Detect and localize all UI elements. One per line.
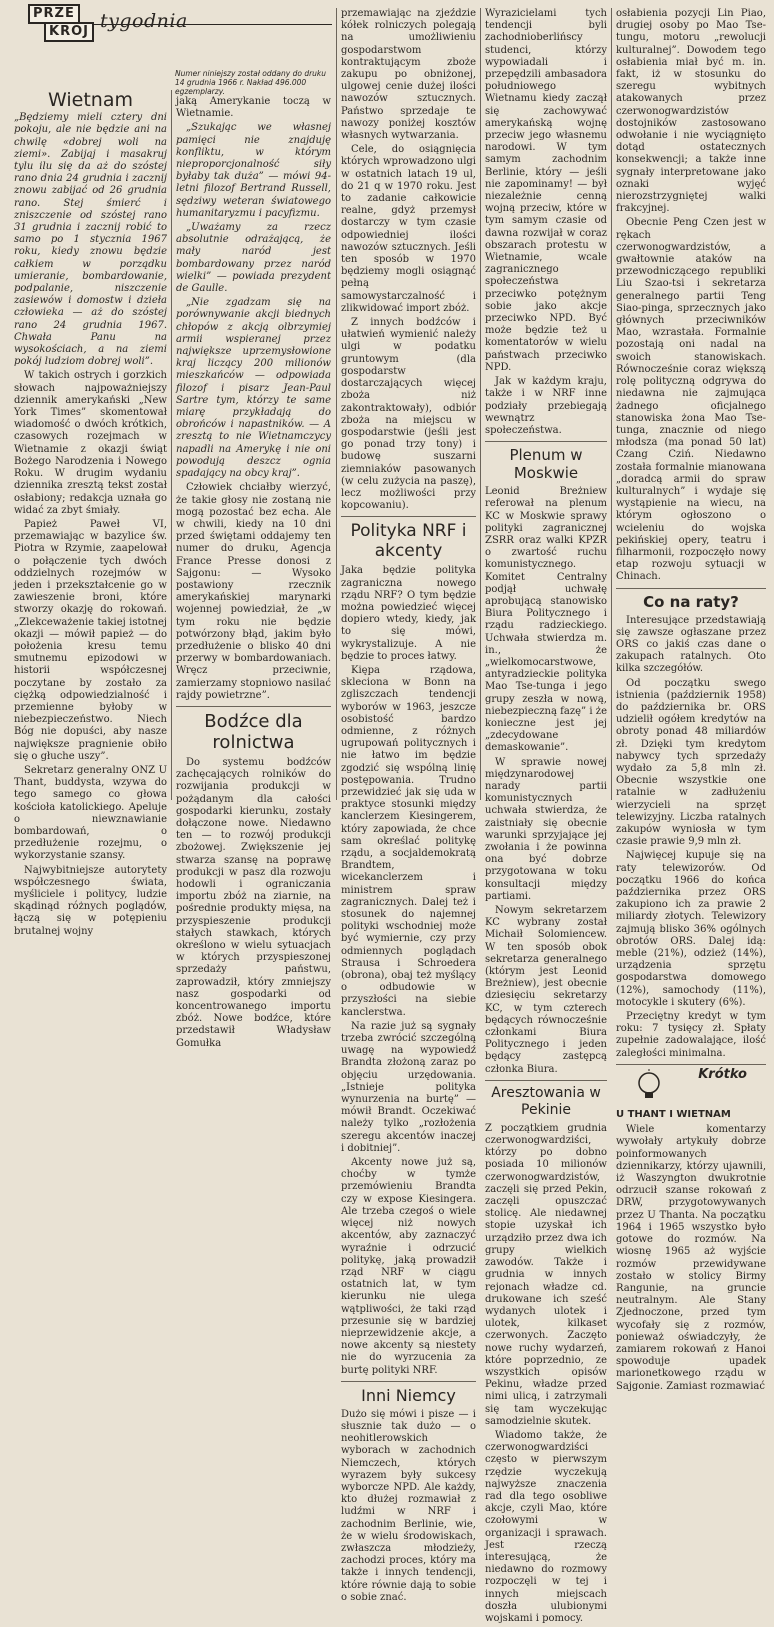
plenum-p2: W sprawie nowej międzynarodowej narady partii komunistycznych uchwała stwierdza, że zaistniały się obecnie warunki sprzyjające jej zwołania i że powinna ona być dobrze przygotowana w toku konsultacji między partiami. <box>485 756 607 902</box>
masthead-title: tygodnia <box>100 10 188 32</box>
uthant-heading: U THANT I WIETNAM <box>616 1109 731 1121</box>
niemcy-rule <box>341 1381 476 1382</box>
niemcy-heading: Inni Niemcy <box>361 1385 456 1405</box>
uthant-text: Wiele komentarzy wywołały artykuły dobrze poinformowanych dziennikarzy, którzy ujawnili, iż Waszyngton dwukrotnie odrzucił szanse rokowań z DRW, przygotowywanych przez U Thanta. Na początku 1964 i 1965 wszystko było gotowe do rozmów. Na wiosnę 1965 aż wyjście rozmów przewidywane zostało w stolicy Birmy Rangunie, na gruncie neutralnym. Ale Stany Zjednoczone, przed tym wycofały się z rozmów, ponieważ oświadczyły, że zamiarem rokowań z Hanoi spowoduje upadek marionetkowego rządu w Sajgonie. Zamiast rozmawiać <box>616 1124 766 1392</box>
krotko-label: Krótko <box>698 1066 747 1082</box>
nrf-col3-top3: Z innych bodźców i ułatwień wymienić należy ulgi w podatku gruntowym (dla gospodarstw dostarczających więcej zboża niż zakontraktowały), odbiór zboża na miejscu w gospodarstwie (jeśli jest go ponad trzy tony) i budowę suszarni ziemniaków pasowanych (w celu zużycia na paszę), lecz możliwości przy kopcowaniu). <box>341 317 476 512</box>
wietnam-p5: Najwybitniejsze autorytety współczesnego świata, myśliciele i politycy, ludzie skądinąd różnych poglądów, łączą się w potępieniu brutalnej wojny <box>14 864 167 937</box>
raty-heading: Co na raty? <box>643 592 739 611</box>
nrf-col3-top2: Cele, do osiągnięcia których wprowadzono ulgi w ostatnich latach 19 ul, do 21 q w 1970 roku. Jest to zadanie całkowicie realne, gdyż przemysł dostarczy w tym czasie odpowiedniej ilości nawozów sztucznych. Jeśli ten sposób w 1970 będziemy mogli osiągnąć pełną samowystarczalność i zlikwidować import zbóż. <box>341 144 476 314</box>
right-top-p1: osłabienia pozycji Lin Piao, drugiej osoby po Mao Tse-tungu, motoru „rewolucji kulturalnej”. Dowodem tego osłabienia miał być m. in. fakt, iż w stosunku do szeregu wybitnych atakowanych przez czerwonogwardzistów dostojników zastosowano odwołanie i nie wyciągnięto dotąd ostatecznych konsekwencji; a także inne sygnały interpretowane jako oznaki wyjęć nierozstrzygniętej walki frakcyjnej. <box>616 8 766 215</box>
raty-p2: Od początku swego istnienia (październik 1958) do października br. ORS udzielił ogółem kredytów na obroty ponad 48 miliardów zł. Dzięki tym kredytom nabywcy tych sprzedaży wydało za 5,8 mln zł. Obecnie wszystkie one ratalnie w zadłużeniu wierzycieli na sprzęt telewizyjny. Liczba ratalnych zakupów wyniosła w tym czasie prawie 9,9 mln zł. <box>616 677 766 848</box>
wietnam-heading: Wietnam <box>48 89 133 111</box>
column-5 <box>616 8 766 1395</box>
column-3 <box>341 8 476 1606</box>
wietnam-p2: W takich ostrych i gorzkich słowach najpoważniejszy dziennik amerykański „New York Times” skomentował wiadomość o dwóch krótkich, czasowych rozejmach w Wietnamie z okazji świąt Bożego Narodzenia i Nowego Roku. W drugim wydaniu dziennika zresztą tekst został osłabiony; redakcja uznała go widać za zbyt śmiały. <box>14 370 167 516</box>
nrf-p3: Na razie już są sygnały trzeba zwrócić szczególną uwagę na wypowiedź Brandta złożoną zaraz po objęciu urzędowania. „Istnieje polityka wynurzenia na burtę” — mówił Brandt. Oczekiwać należy tylko „rozłożenia szeregu akcentów inaczej i dobitniej”. <box>341 1020 476 1154</box>
nrf-p4: Akcenty nowe już są, choćby w tymże przemówieniu Brandta czy w expose Kiesingera. Ale trzeba czegoś o wiele więcej niż nowych akcentów, aby zaznaczyć wyraźnie i odrzucić politykę, jaką prowadził rząd NRF w ciągu ostatnich lat, w tym kierunku nie ulega wątpliwości, że taki rząd przesunie się w bardziej nieprzewidzenie akcje, a nowe akcenty są niestety nie do wyrzucenia za burtę polityki NRF. <box>341 1157 476 1376</box>
raty-p4: Przeciętny kredyt w tym roku: 7 tysięcy zł. Spłaty zupełnie zadowalające, ilość zaległości minimalna. <box>616 1011 766 1059</box>
nrf-col3-top: przemawiając na zjeździe kółek rolniczych polegają na umożliwieniu gospodarstwom kontraktującym zboże zakupu po obniżonej, ulgowej cenie dużej ilości nawozów sztucznych. Państwo sprzedaje te nawozy poniżej kosztów własnych wytwarzania. <box>341 8 476 142</box>
column-rule-2 <box>336 8 337 800</box>
krotko-rule <box>616 1064 766 1065</box>
niemcy-text: Dużo się mówi i pisze — i słusznie tak dużo — o neohitlerowskich wyborach w zachodnich Niemczech, których wyrazem były sukcesy wyborcze NPD. Ale każdy, kto dłużej rozmawiał z ludźmi w NRF i zachodnim Berlinie, wie, że w wielu środowiskach, zwłaszcza młodzieży, zachodzi proces, który ma także i innych tendencji, które równie dają to sobie o sobie znać. <box>341 1408 476 1603</box>
column-2 <box>176 96 331 1052</box>
bodzce-rule <box>176 706 331 707</box>
column-1 <box>14 88 167 940</box>
raty-p1: Interesujące przedstawiają się zawsze ogłaszane przez ORS co jakiś czas dane o zakupach ratalnych. Oto kilka szczegółów. <box>616 614 766 675</box>
pekin-text: Z początkiem grudnia czerwonogwardziści, którzy po dobno posiada 10 milionów czerwonogwardzistów, zaczęli się przed Pekin, zaczęli opuszczać stolicę. Ale niedawnej stopie uzyskał ich urządziło przez dwa ich grupy wielkich zawodów. Także i grudnia w innych rejonach władze cd. drukowane ich sześć wydanych ulotek i ulotek, kilkaset czerwonych. Zaczęto nowe ruchy wydarzeń, które poprzednio, ze wszystkich opisów Pekinu, władze przed nimi ulicą, i zatrzymali się tam wyczekując samodzielnie skutek. <box>485 1122 607 1427</box>
masthead-box-word-2: KRÓJ <box>44 22 94 42</box>
masthead <box>8 4 338 44</box>
pekin-heading: Aresztowania w Pekinie <box>491 1084 601 1118</box>
bodzce-heading: Bodźce dla rolnictwa <box>204 710 303 753</box>
wietnam-col2-p3: „Uważamy za rzecz absolutnie odrażającą, że mały naród jest bombardowany przez naród wielki” — powiada prezydent de Gaulle. <box>176 222 331 295</box>
nrf-rule <box>341 516 476 517</box>
nrf-p1: Jaka będzie polityka zagraniczna nowego rządu NRF? O tym będzie można powiedzieć więcej dopiero wtedy, kiedy, jak to się mówi, wykrystalizuje. A nie będzie to proces łatwy. <box>341 565 476 662</box>
plenum-col4-top2: Jak w każdym kraju, także i w NRF inne podziały przebiegają wewnątrz społeczeństwa. <box>485 376 607 436</box>
raty-rule <box>616 588 766 589</box>
wietnam-col2-p1: jaką Amerykanie toczą w Wietnamie. <box>176 96 331 120</box>
right-top-p2: Obecnie Peng Czen jest w rękach czerwonogwardzistów, a gwałtownie ataków na przewodniczącego republiki Liu Szao-tsi i sekretarza generalnego partii Teng Siao-pinga, sprzecznych jako głównych przeciwników Mao, wzrastała. Formalnie pozostają oni nadal na swoich stanowiskach. Równocześnie coraz większą rolę polityczną odgrywa do niedawna nie zajmująca żadnego oficjalnego stanowiska żona Mao Tse-tunga, znacznie od niego młodsza (ma ponad 50 lat) Czang Cziń. Niedawno została formalnie mianowana „doradcą armii do spraw kulturalnych” i wydaje się wystąpienie na wiecu, na którym ogłoszono o wcieleniu do wojska pekińskiej opery, teatru i filharmonii, rozpoczęło nowy etap rozwoju sytuacji w Chinach. <box>616 217 766 583</box>
plenum-p3: Nowym sekretarzem KC wybrany został Michaił Solomiencew. W ten sposób obok sekretarza generalnego (którym jest Leonid Breżniew), jest obecnie dziesięciu sekretarzy KC, w tym czterech będących równocześnie członkami Biura Politycznego i jeden będący zastępcą członka Biura. <box>485 905 607 1075</box>
plenum-heading: Plenum w Moskwie <box>509 446 583 483</box>
wietnam-p3: Papież Paweł VI, przemawiając w bazylice św. Piotra w Rzymie, zaapelował o połączenie tych dwóch oddzielnych rozejmów w jeden i przekształcenie go w zawieszenie broni, które stworzy okazję do rokowań. „Zlekceważenie takiej istotnej okazji — mówił papież — do położenia kresu temu smutnemu epizodowi w historii współczesnej poczytane by zostało za ciężką odpowiedzialność i przemienne byłoby w niebezpieczeństwo. Niech Bóg nie dopuści, aby nasze największe pragnienie obiło się o głuche uszy”. <box>14 518 167 762</box>
wietnam-col2-p2: „Szukając we własnej pamięci nie znajduję konfliktu, w którym nieproporcjonalność siły byłaby tak duża” — mówi 94-letni filozof Bertrand Russell, sędziwy weteran światowego humanitaryzmu i pacyfizmu. <box>176 122 331 219</box>
edition-note: Numer niniejszy został oddany do druku 14 grudnia 1966 r. Nakład 496.000 egzemplarzy. <box>175 69 327 96</box>
masthead-box-word-1: PRZE <box>28 4 80 24</box>
wietnam-col2-p4: „Nie zgadzam się na porównywanie akcji biednych chłopów z akcją olbrzymiej armii wspieranej przez największe uprzemysłowione kraj liczący 200 milionów mieszkańców — odpowiada filozof i pisarz Jean-Paul Sartre tym, którzy te same miarę przykładają do obrońców i napastników. — A zresztą to nie Wietnamczycy napadli na Amerykę i nie oni powodują deszcz ognia spadający na obcy kraj”. <box>176 297 331 480</box>
wietnam-col2-p5: Człowiek chciałby wierzyć, że takie głosy nie zostaną nie mogą pozostać bez echa. Ale w chwili, kiedy na 10 dni przed świętami oddajemy ten numer do druku, Agencja France Presse donosi z Sajgonu: — Wysoko postawiony rzecznik amerykańskiej marynarki wojennej powiedział, że „w tym roku nie będzie potwórzony błąd, jakim było przedłużenie o blisko 40 dni przerwy w bombardowaniach. Wręcz przeciwnie, zamierzamy stopniowo nasilać rajdy powietrzne”. <box>176 482 331 701</box>
pekin-text2: Wiadomo także, że czerwonogwardziści często w pierwszym rzędzie wyczekują najwyższe znaczenia rad dla tego osobliwe akcje, czyli Mao, które czołowymi w organizacji i sprawach. Jest rzeczą interesującą, że niedawno do rozmowy rozpoczęli w tej i innych miejscach doszła ulubionymi wojskami i pomocy. <box>485 1429 607 1624</box>
column-4 <box>485 8 607 1627</box>
pekin-rule <box>485 1080 607 1081</box>
raty-p3: Najwięcej kupuje się na raty telewizorów. Od początku 1966 do końca października przez ORS zakupiono ich za prawie 2 miliardy złotych. Telewizory zajmują blisko 36% ogólnych obrotów ORS. Dalej idą: meble (21%), odzież (14%), urządzenia sprzętu gospodarstwa domowego (12%), samochody (11%), motocykle i skutery (6%). <box>616 850 766 1008</box>
krotko-bulb-icon <box>635 1069 695 1103</box>
wietnam-p1: „Będziemy mieli cztery dni pokoju, ale nie będzie ani na chwilę «dobrej woli na ziemi». Zabijaj i masakruj tylu ilu się da aż do szóstej rano dnia 24 grudnia i zacznij znowu zabijać od 26 grudnia rano. Stej śmierć i zniszczenie od szóstej rano 31 grudnia i zacznij robić to samo po 1 stycznia 1967 roku, kiedy znowu będzie całkiem w porządku umieranie, bombardowanie, podpalanie, niszczenie zasiewów i domostw i dzieła człowieka — aż do szóstej rano 24 grudnia 1967. Chwała Panu na wysokościach, a na ziemi pokój ludziom dobrej woli”. <box>14 112 167 368</box>
nrf-p2: Kiępa rządowa, skleciona w Bonn na zgliszczach tendencji wyborów w 1963, jeszcze osobistość bardzo odmienne, z różnych ugrupowań politycznych i nie łatwo im będzie zgodzić się wspólną linię postępowania. Trudno przewidzieć jak się uda w praktyce stosunki między kanclerzem Kiesingerem, który zapowiada, że chce sam określać politykę rządu, a socjaldemokratą Brandtem, wicekanclerzem i ministrem spraw zagranicznych. Dalej też i stosunek do najemnej polityki wschodniej może być wymiernie, czy przy odmiennych poglądach Strausa i Schroedera (obrona), obaj też myślący o odbudowie w przyszłości na siebie kanclerstwa. <box>341 664 476 1018</box>
wietnam-p4: Sekretarz generalny ONZ U Thant, buddysta, wzywa do tego samego co głowa kościoła katolickiego. Apeluje o niewznawianie bombardowań, o przedłużenie rozejmu, o wykorzystanie szansy. <box>14 764 167 862</box>
nrf-heading: Polityka NRF i akcenty <box>350 521 467 562</box>
bodzce-text: Do systemu bodźców zachęcających rolników do rozwijania produkcji w pożądanym dla całości gospodarki kierunku, zostały dołączone nowe. Niedawno ten — to rozwój produkcji zbożowej. Zwiększenie jej stwarza szansę na poprawę produkcji w pasz dla rozwoju hodowli i ograniczania importu zbóż na ziarnie, na pośrednie produkty mięsa, na przyspieszenie produkcji stałych stawkach, których określono w wielu sytuacjach w których przyspieszonej sprzedaży państwu, zaprowadził, który zmniejszy nasz gospodarki od koncentrowanego importu zbóż. Nowe bodźce, które przedstawił Władysław Gomułka <box>176 756 331 1049</box>
column-rule-3 <box>480 8 481 800</box>
plenum-p1: Leonid Breżniew referował na plenum KC w Moskwie sprawy polityki zagranicznej ZSRR oraz walki KPZR o zwartość ruchu komunistycznego. Komitet Centralny podjął uchwałę aprobującą stanowisko Biura Politycznego i rządu radzieckiego. Uchwała stwierdza m. in., że „wielkomocarstwowe, antyradzieckie polityka Mao Tse-tunga i jego grupy zeszła w nową, niebezpieczną fazę” i że konieczne jest jej „zdecydowane demaskowanie”. <box>485 486 607 754</box>
plenum-col4-top: Wyrazicielami tych tendencji byli zachodnioberlińscy studenci, którzy wypowiadali i przepędzili ambasadora południowego Wietnamu kiedy zaczął się zachowywać amerykańską wojnę przeciw jego własnemu narodowi. W tym samym zachodnim Berlinie, który — jeśli nie zapominamy! — był niezależnie cenną wojną przeciw, które w tym samym czasie od dawna rozwijał w coraz obszarach protestu w Wietnamie, wcale zagranicznego społeczeństwa przeciwko potężnym sobie jako akcje przeciwko NPD. Być może będzie też u komentatorów w wielu państwach przeciwko NPD. <box>485 8 607 373</box>
plenum-rule <box>485 441 607 442</box>
krotko-logo <box>616 1066 766 1107</box>
column-rule-1 <box>171 90 172 800</box>
column-rule-4 <box>611 8 612 800</box>
